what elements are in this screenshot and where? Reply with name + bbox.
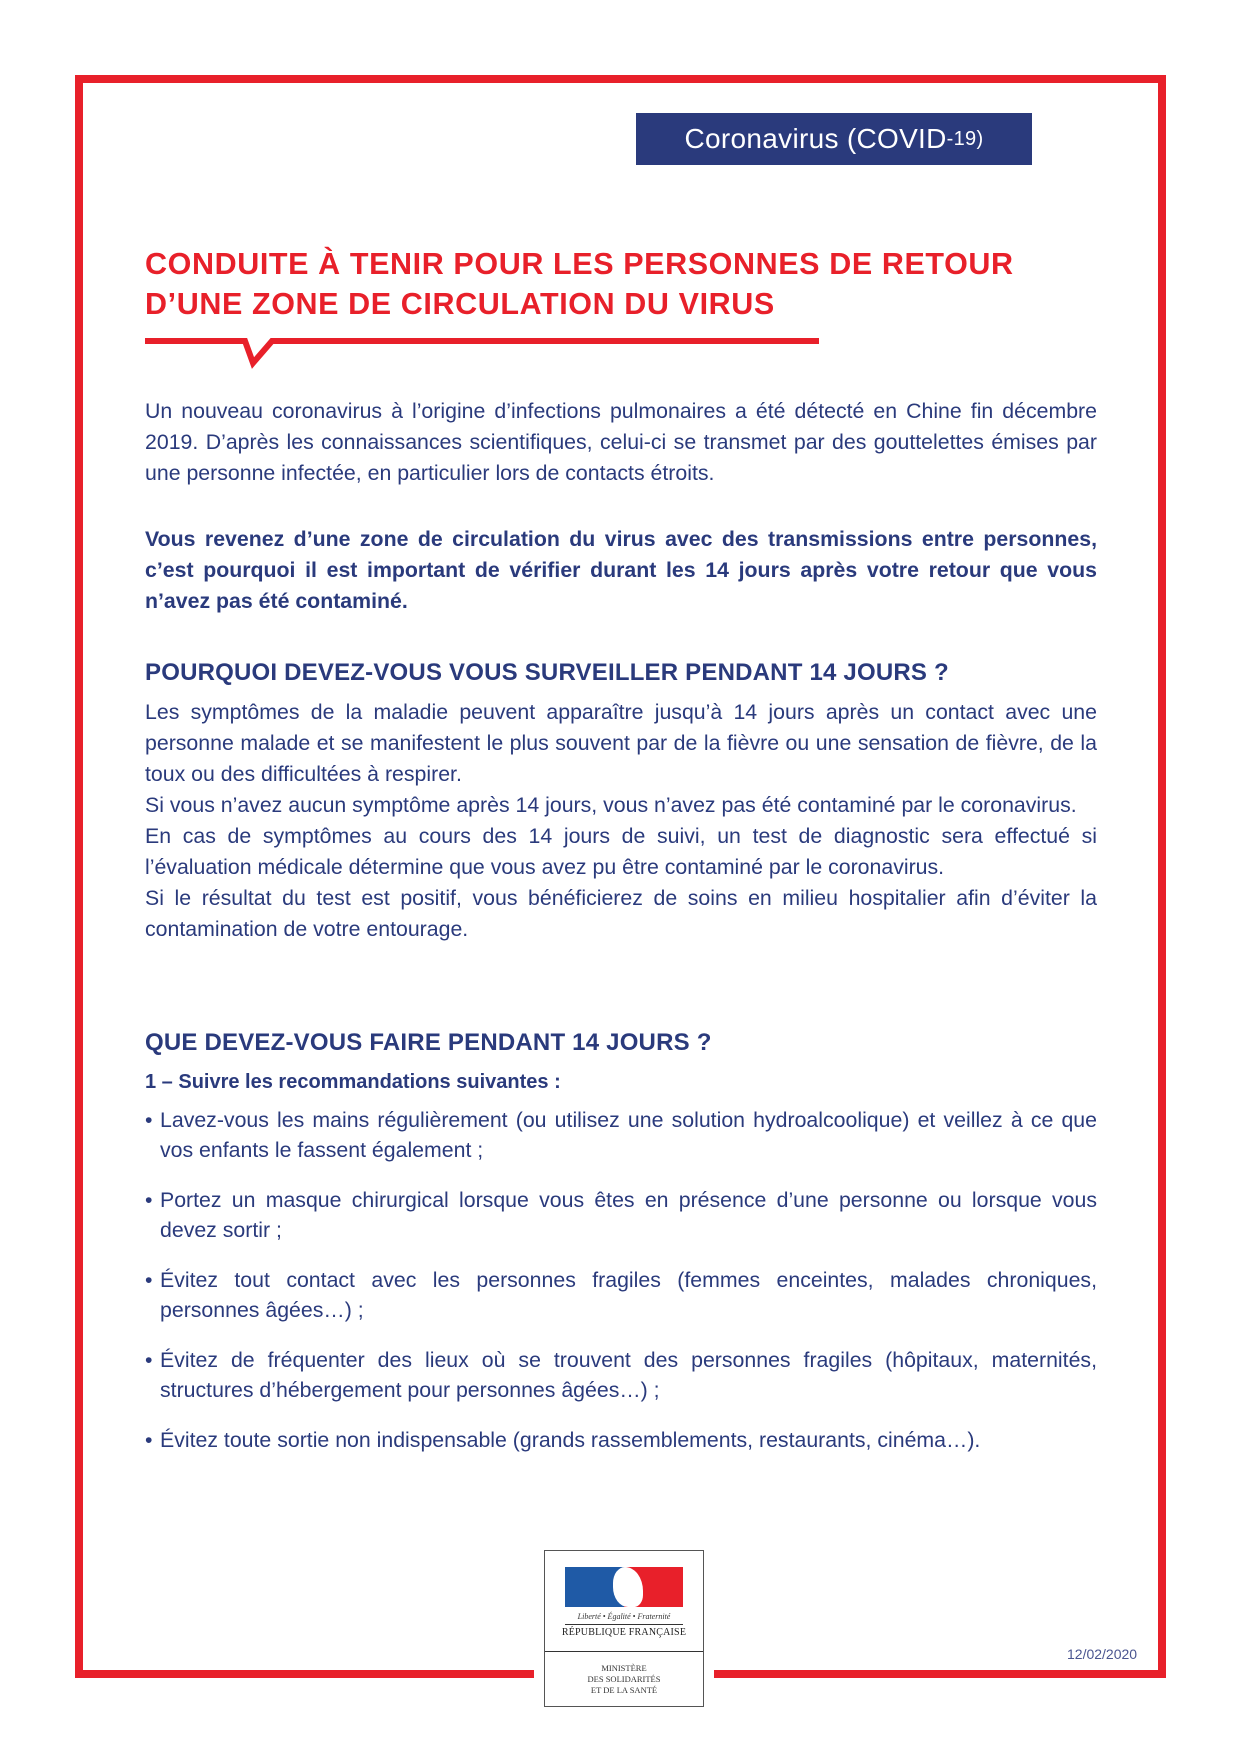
banner-label-suffix: -19) [946,127,984,150]
bullet-icon: • [145,1108,153,1132]
bullet-icon: • [145,1188,153,1212]
logo-divider [565,1624,683,1625]
why-paragraph-1: Les symptômes de la maladie peuvent apparaître jusqu’à 14 jours après un contact avec une personne malade et se manifestent le plus souvent par de la fièvre ou une sensation de fièvre, de la toux ou des difficultées à respirer. [145,700,1097,786]
ministry-logo [544,1550,704,1707]
speech-bubble-underline-icon [0,0,1241,400]
list-item: • Évitez toute sortie non indispensable (grands rassemblements, restaurants, cinéma…). [145,1425,1097,1455]
list-item: • Portez un masque chirurgical lorsque vous êtes en présence d’une personne ou lorsque vous devez sortir ; [145,1185,1097,1245]
title-line-1: CONDUITE À TENIR POUR LES PERSONNES DE RETOUR [145,247,1014,281]
document-date: 12/02/2020 [1067,1646,1138,1662]
list-item: • Évitez tout contact avec les personnes fragiles (femmes enceintes, malades chroniques, personnes âgées…) ; [145,1265,1097,1325]
marianne-flag-icon [565,1567,683,1607]
list-item: • Évitez de fréquenter des lieux où se trouvent des personnes fragiles (hôpitaux, maternités, structures d’hébergement pour personnes âgées…) ; [145,1345,1097,1405]
intro-bold-paragraph: Vous revenez d’une zone de circulation du virus avec des transmissions entre personnes, c’est pourquoi il est important de vérifier durant les 14 jours après votre retour que vous n’avez pas été contaminé. [145,527,1097,613]
section-why-body [145,697,1097,945]
section-heading-why: POURQUOI DEVEZ-VOUS VOUS SURVEILLER PENDANT 14 JOURS ? [145,659,949,686]
intro-paragraph: Un nouveau coronavirus à l’origine d’infections pulmonaires a été détecté en Chine fin décembre 2019. D’après les connaissances scientifiques, celui-ci se transmet par des gouttelettes émises par une personne infectée, en particulier lors de contacts étroits. [145,399,1097,485]
title-line-2: D’UNE ZONE DE CIRCULATION DU VIRUS [145,287,775,321]
bullet-icon: • [145,1428,153,1452]
bullet-icon: • [145,1348,153,1372]
recommendations-list [145,1105,1097,1475]
recommendations-subheading: 1 – Suivre les recommandations suivantes : [145,1071,561,1093]
banner-label: Coronavirus (COVID [684,123,947,154]
logo-motto: Liberté • Égalité • Fraternité [577,1612,671,1621]
why-paragraph-2: Si vous n’avez aucun symptôme après 14 jours, vous n’avez pas été contaminé par le coronavirus. [145,793,1077,817]
section-heading-what-to-do: QUE DEVEZ-VOUS FAIRE PENDANT 14 JOURS ? [145,1029,712,1056]
logo-separator [545,1651,703,1652]
bullet-icon: • [145,1268,153,1292]
list-item: • Lavez-vous les mains régulièrement (ou utilisez une solution hydroalcoolique) et veillez à ce que vos enfants le fassent également ; [145,1105,1097,1165]
logo-republic: RÉPUBLIQUE FRANÇAISE [561,1627,687,1638]
why-paragraph-4: Si le résultat du test est positif, vous bénéficierez de soins en milieu hospitalier afin d’éviter la contamination de votre entourage. [145,886,1097,941]
why-paragraph-3: En cas de symptômes au cours des 14 jours de suivi, un test de diagnostic sera effectué si l’évaluation médicale détermine que vous avez pu être contaminé par le coronavirus. [145,824,1097,879]
logo-ministry: MINISTÈRE DES SOLIDARITÉS ET DE LA SANTÉ [587,1663,661,1695]
